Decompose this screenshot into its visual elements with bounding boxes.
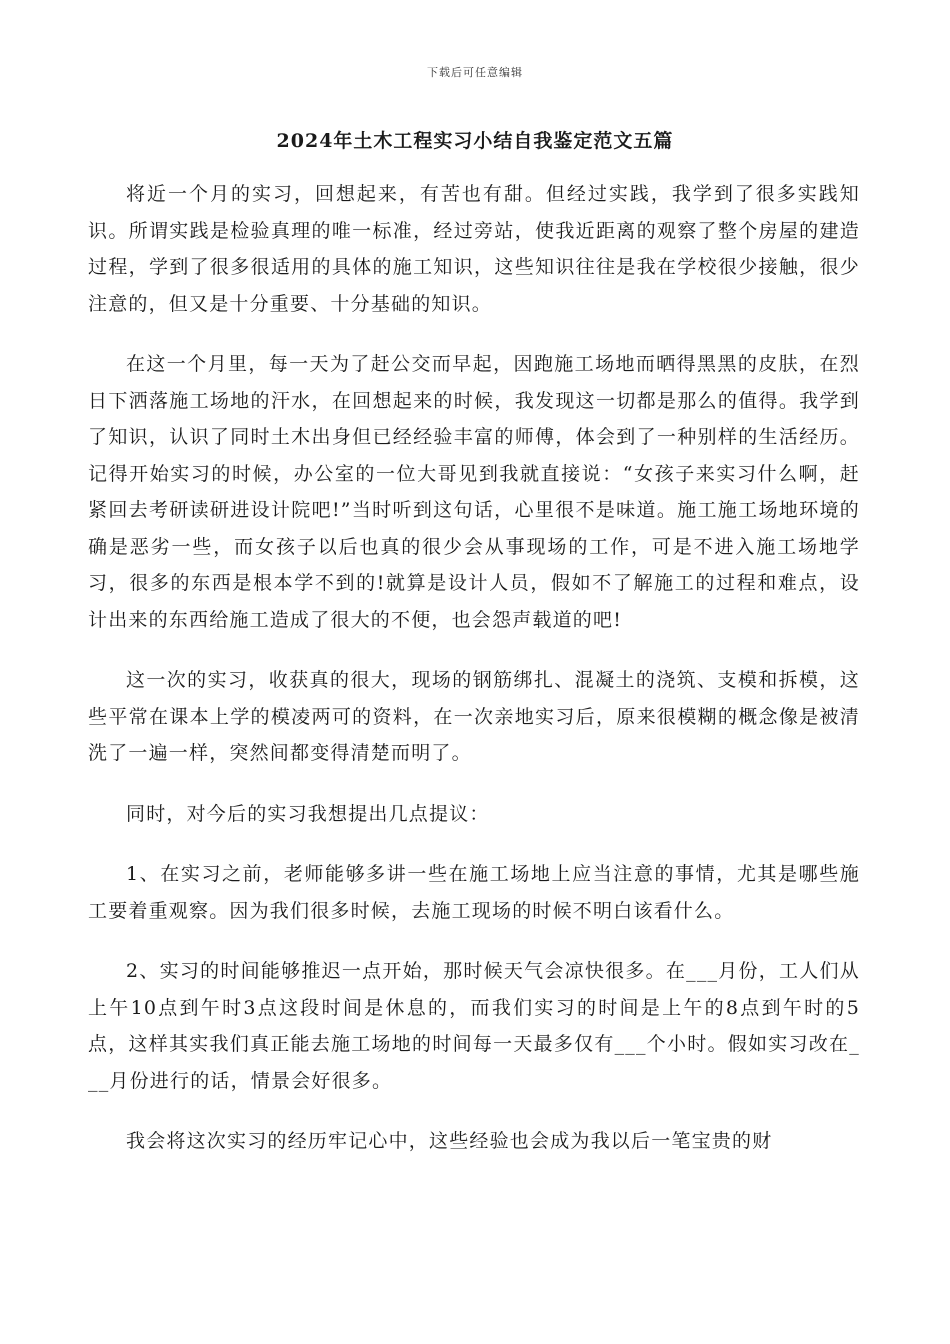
- paragraph-3: 这一次的实习，收获真的很大，现场的钢筋绑扎、混凝土的浇筑、支模和拆模，这些平常在课本上学的模凌两可的资料，在一次亲地实习后，原来很模糊的概念像是被清洗了一遍一样，突然间都变得清楚而明了。: [88, 669, 860, 764]
- paragraph-7: 我会将这次实习的经历牢记心中，这些经验也会成为我以后一笔宝贵的财: [126, 1130, 773, 1152]
- paragraph-6: 2、实习的时间能够推迟一点开始，那时候天气会凉快很多。在___月份，工人们从上午10点到午时3点这段时间是休息的，而我们实习的时间是上午的8点到午时的5点，这样其实我们真正能去施工场地的时间每一天最多仅有___个小时。假如实习改在___月份进行的话，情景会好很多。: [88, 960, 860, 1092]
- paragraph-4: 同时，对今后的实习我想提出几点提议：: [126, 802, 490, 825]
- paragraph-1: 将近一个月的实习，回想起来，有苦也有甜。但经过实践，我学到了很多实践知识。所谓实践是检验真理的唯一标准，经过旁站，使我近距离的观察了整个房屋的建造过程，学到了很多很适用的具体的施工知识，这些知识往往是我在学校很少接触，很少注意的，但又是十分重要、十分基础的知识。: [88, 183, 860, 315]
- document-body: [88, 176, 860, 1184]
- paragraph-5: 1、在实习之前，老师能够多讲一些在施工场地上应当注意的事情，尤其是哪些施工要着重观察。因为我们很多时候，去施工现场的时候不明白该看什么。: [88, 863, 860, 922]
- document-title: 2024年土木工程实习小结自我鉴定范文五篇: [276, 130, 674, 152]
- header-note: 下载后可任意编辑: [427, 66, 523, 79]
- paragraph-2: 在这一个月里，每一天为了赶公交而早起，因跑施工场地而晒得黑黑的皮肤，在烈日下洒落施工场地的汗水，在回想起来的时候，我发现这一切都是那么的值得。我学到了知识，认识了同时土木出身但已经经验丰富的师傅，体会到了一种别样的生活经历。记得开始实习的时候，办公室的一位大哥见到我就直接说：“女孩子来实习什么啊，赶紧回去考研读研进设计院吧!”当时听到这句话，心里很不是味道。施工施工场地环境的确是恶劣一些，而女孩子以后也真的很少会从事现场的工作，可是不进入施工场地学习，很多的东西是根本学不到的!就算是设计人员，假如不了解施工的过程和难点，设计出来的东西给施工造成了很大的不便，也会怨声载道的吧!: [88, 353, 860, 631]
